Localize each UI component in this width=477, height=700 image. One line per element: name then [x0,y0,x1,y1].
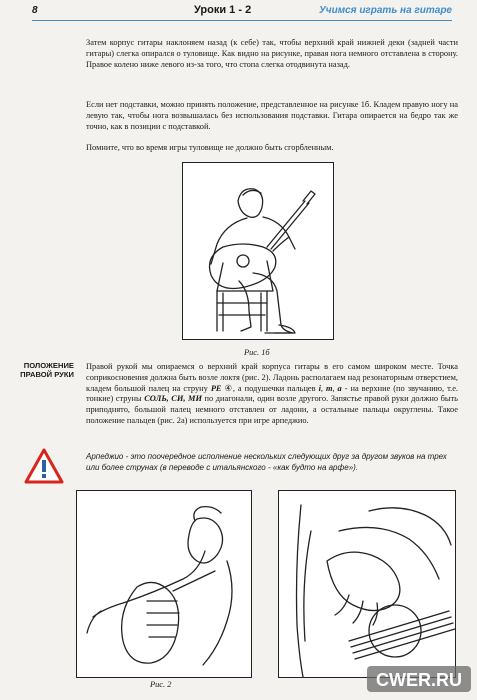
right-hand-text-d: по диагонали, один возле другого. Запястье правой руки должно быть приподнято, большой палец немного отставлен от ладони, а остальные пальцы округлены. Такое положение пальцев (рис. 2а) используется при игре арпеджио. [86,394,458,425]
book-title: Учимся играть на гитаре [318,5,452,16]
strings-sol-si-mi: СОЛЬ, СИ, МИ [144,394,203,404]
figure-1b-caption: Рис. 1б [244,348,270,357]
right-hand-text-b: , а подушечки пальцев [232,383,319,393]
paragraph-1: Затем корпус гитары наклоняем назад (к себе) так, чтобы верхний край нижней деки (задней части гитары) слегка опирался о туловище. Как видно на рисунке, правая нога немного отставлена в сторону. Правое колено ниже левого из-за того, что стопа слегка отодвинута назад. [86,38,458,69]
section-heading-line2: ПРАВОЙ РУКИ [20,370,74,379]
right-hand-text-c: - на верхние (по звучанию, т.е. тонкие) струны [86,383,459,404]
finger-m: m [325,383,333,393]
watermark-text: CWER.RU [376,670,462,690]
paragraph-2: Если нет подставки, можно принять положение, представленное на рисунке 1б. Кладем правую ногу на левую так, чтобы нога возвышалась без использования подставки. Гитара опирается на бедро так же точно, как в позиции с подставкой. [86,100,458,131]
paragraph-3: Помните, что во время игры туловище не должно быть сгорбленным. [86,143,334,152]
page-header [32,4,452,22]
section-heading-line1: ПОЛОЖЕНИЕ [23,361,74,370]
figure-2-right-hand-position [76,490,252,678]
section-heading [4,361,74,379]
figure-2a-arpeggio-fingers [278,490,456,678]
header-rule [32,20,452,21]
string-re: РЕ [210,383,222,393]
finger-i: i [318,383,321,393]
figure-2-caption: Рис. 2 [150,680,172,689]
right-hand-text-a: Правой рукой мы опираемся о верхний край корпуса гитары в его самом широком месте. Точка соприкосновения должна быть возле локтя (рис. 2). Ладонь располагаем над резонаторным отверстием, кладем большой палец на струну [86,362,458,393]
finger-a: a [337,383,342,393]
watermark-logo [367,664,471,694]
page-title: Уроки 1 - 2 [194,4,252,16]
arpeggio-note: Арпеджио - это поочередное исполнение нескольких следующих друг за другом звуков на трех или более струнах (в переводе с итальянского - «как будто на арфе»). [86,452,447,472]
right-hand-paragraph: Правой рукой мы опираемся о верхний край корпуса гитары в его самом широком месте. Точка соприкосновения должна быть возле локтя (рис. 2). Ладонь располагаем над резонаторным отверстием, кладем большой палец на струну РЕ ④, а подушечки пальцев i, m, a - на верхние (по звучанию, т.е. тонкие) струны СОЛЬ, СИ, МИ по диагонали, один возле другого. Запястье правой руки должно быть приподнято, большой палец немного отставлен от ладони, а остальные пальцы округлены. Такое положение пальцев (рис. 2а) используется при игре арпеджио. [86,362,459,425]
page-number: 8 [32,5,38,16]
string-number-circle: ④ [224,383,233,393]
figure-1b-guitarist-seated [182,162,334,340]
warning-icon [24,448,64,484]
